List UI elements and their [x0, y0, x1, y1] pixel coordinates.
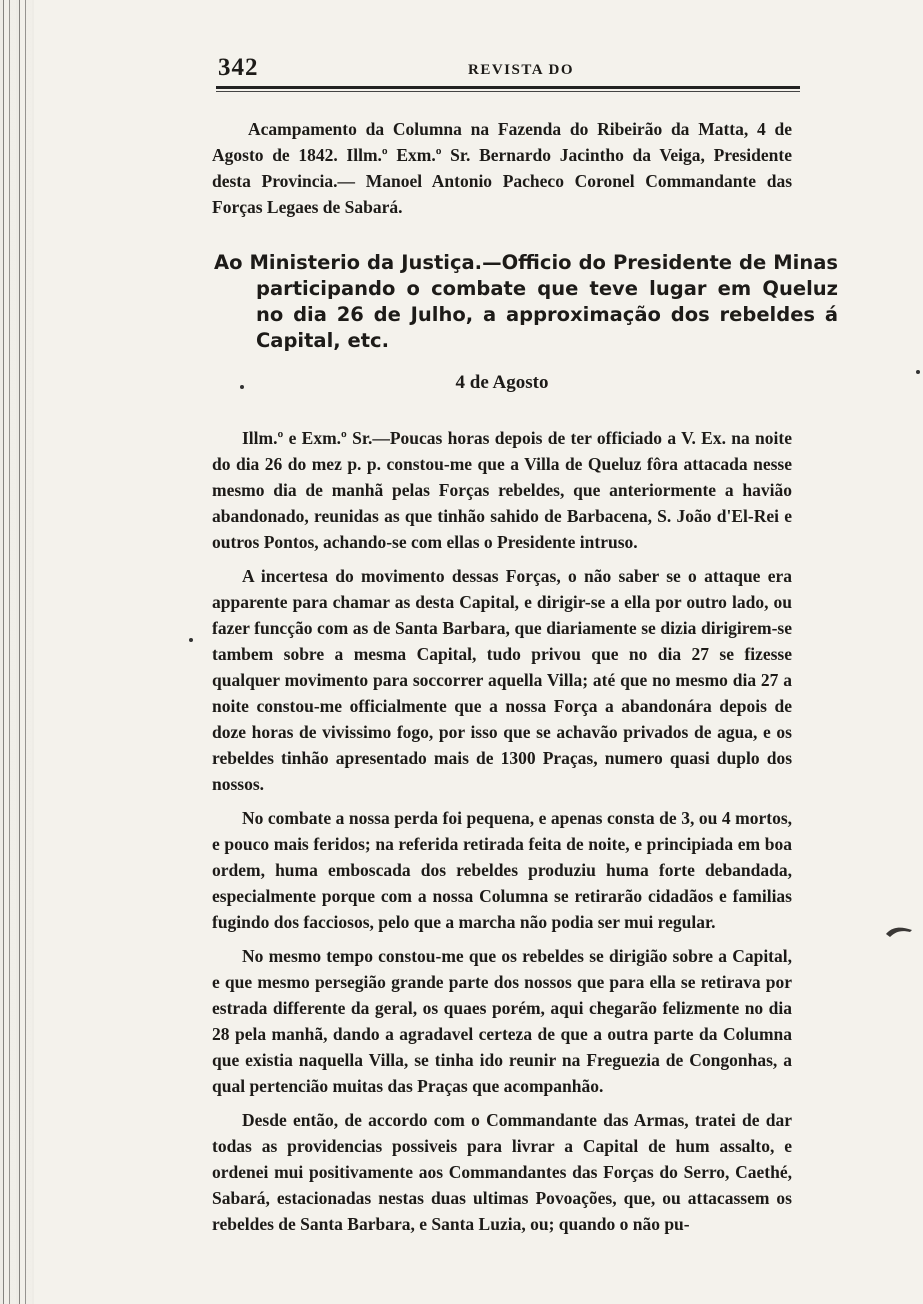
page-number: 342: [218, 54, 259, 81]
letter-date: 4 de Agosto: [455, 372, 549, 393]
running-head: REVISTA DO: [468, 62, 574, 78]
paragraph: No combate a nossa perda foi pequena, e apenas consta de 3, ou 4 mortos, e pouco mais feridos; na referida retirada feita de noite, e principiada em boa ordem, huma emboscada dos rebeldes produziu huma forte debandada, especialmente porque com a nossa Columna se retirarão cidadãos e familias fugindo dos facciosos, pelo que a marcha não podia ser mui regular.: [212, 808, 792, 932]
page-header: [210, 46, 800, 92]
paragraph: A incertesa do movimento dessas Forças, o não saber se o attaque era apparente para chamar as desta Capital, e dirigir-se a ella por outro lado, ou fazer funcção com as de Santa Barbara, que diariamente se dizia dirigirem-se tambem sobre a mesma Capital, tudo privou que no dia 27 se fizesse qualquer movimento para soccorrer aquella Villa; até que no mesmo dia 27 a noite constou-me officialmente que a nossa Força a abandonára depois de doze horas de vivissimo fogo, por isso que se achavão privados de agua, e os rebeldes tinhão apresentado mais de 1300 Praças, numero quasi duplo dos nossos.: [212, 566, 792, 794]
paragraph: Illm.º e Exm.º Sr.—Poucas horas depois de ter officiado a V. Ex. na noite do dia 26 do mez p. p. constou-me que a Villa de Queluz fôra attacada nesse mesmo dia de manhã pelas Forças rebeldes, que anteriormente a havião abandonado, reunidas as que tinhão sahido de Barbacena, S. João d'El-Rei e outros Pontos, achando-se com ellas o Presidente intrusо.: [212, 428, 792, 552]
header-rule-thick: [216, 86, 800, 89]
ink-smudge: [884, 925, 914, 939]
paragraph: Desde então, de accordo com o Commandante das Armas, tratei de dar todas as providencias possiveis para livrar a Capital de hum assalto, e ordenei mui positivamente aos Commandantes das Forças do Serro, Caethé, Sabará, estacionadas nestas duas ultimas Povoações, que, ou attacassem os rebeldes de Santa Barbara, e Santa Luzia, ou; quando o não pu-: [212, 1110, 792, 1234]
ink-speck: [240, 385, 244, 389]
signature-block: Acampamento da Columna na Fazenda do Ribeirão da Matta, 4 de Agosto de 1842. Illm.º Exm.º Sr. Bernardo Jacintho da Veiga, Presidente desta Provincia.— Manoel Antonio Pacheco Coronel Commandante das Forças Legaes de Sabará.: [212, 119, 792, 217]
letter-body: [212, 425, 792, 1245]
ink-speck: [916, 370, 920, 374]
header-rule-thin: [216, 91, 800, 92]
book-binding-edge: [0, 0, 34, 1304]
paragraph: No mesmo tempo constou-me que os rebeldes se dirigião sobre a Capital, e que mesmo persegião grande parte dos nossos que para ella se retirava por estrada differente da geral, os quaes porém, aqui chegarão felizmente no dia 28 pela manhã, dando a agradavel certeza de que a outra parte da Columna que existia naquella Villa, se tinha ido reunir na Freguezia de Congonhas, a qual pertencião muitas das Praças que acompanhão.: [212, 946, 792, 1096]
section-heading: Ao Ministerio da Justiça.—Officio do Presidente de Minas participando o combate que teve lugar em Queluz no dia 26 de Julho, a approximação dos rebeldes á Capital, etc.: [214, 251, 838, 352]
ink-speck: [189, 638, 193, 642]
